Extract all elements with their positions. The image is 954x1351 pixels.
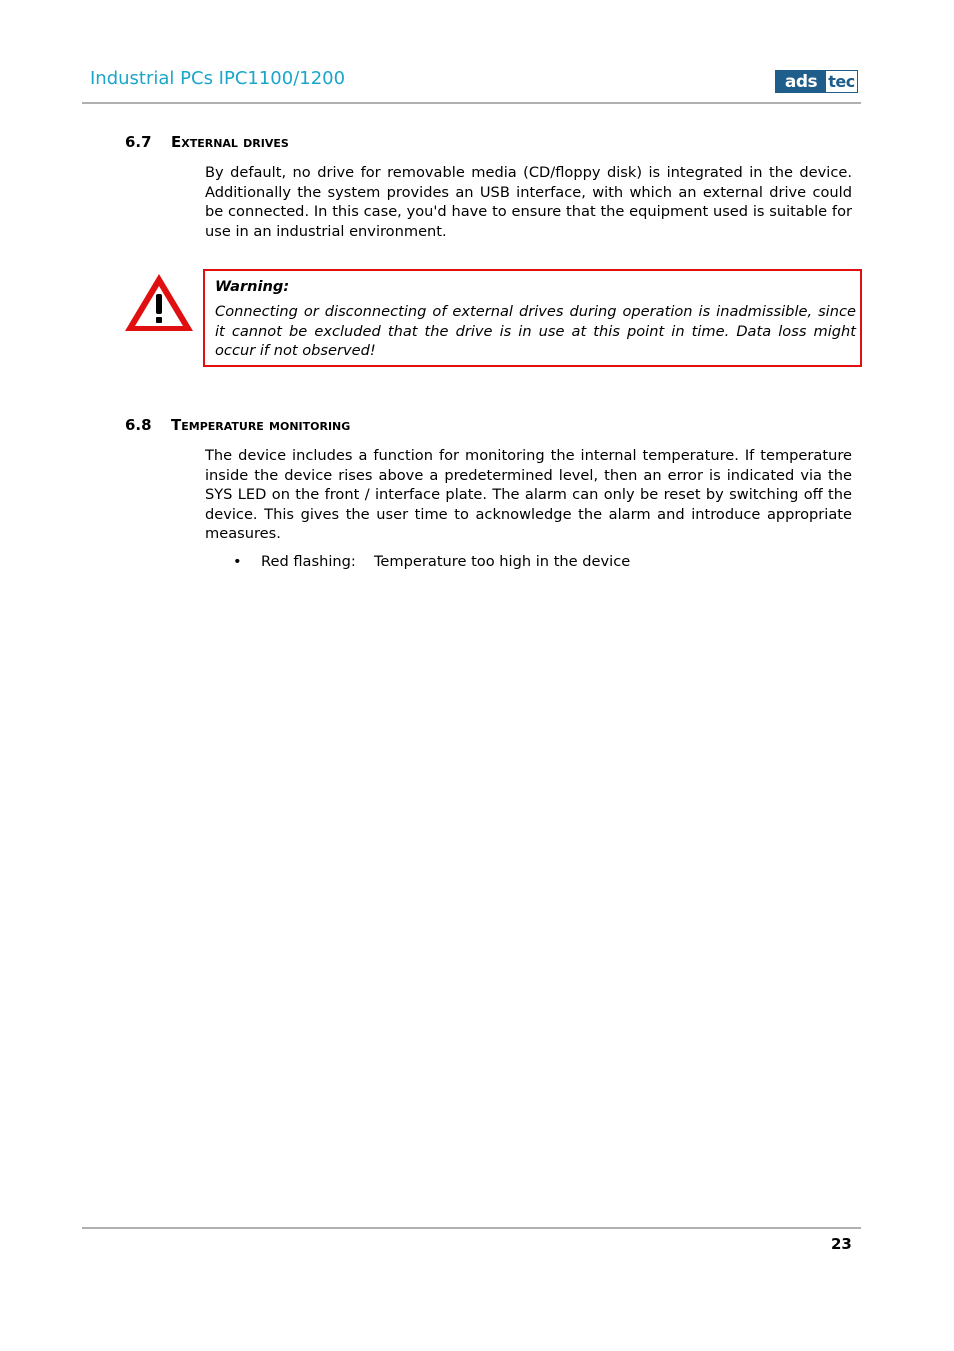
header-divider (82, 102, 861, 104)
bullet-icon: • (233, 553, 242, 570)
bullet-text: Temperature too high in the device (374, 553, 631, 570)
warning-heading: Warning: (215, 278, 290, 295)
section-heading: Temperature monitoring (171, 416, 351, 434)
adstec-logo (775, 70, 858, 93)
footer-divider (82, 1227, 861, 1229)
section-heading: External drives (171, 133, 289, 151)
document-title: Industrial PCs IPC1100/1200 (90, 68, 346, 89)
section-paragraph: By default, no drive for removable media (CD/floppy disk) is integrated in the device. Additionally the system provides an USB interface, with which an external drive could be connected. In this case, you'd have to ensure that the equipment used is suitable for use in an industrial environment. (205, 164, 852, 240)
bullet-label: Red flashing: (261, 553, 356, 570)
logo-ads-text: ads (776, 71, 826, 92)
page-number: 23 (831, 1235, 852, 1253)
warning-text: Connecting or disconnecting of external drives during operation is inadmissible, since it cannot be excluded that the drive is in use at this point in time. Data loss might occur if not observed! (215, 303, 856, 359)
section-number: 6.8 (125, 416, 152, 434)
section-paragraph: The device includes a function for monitoring the internal temperature. If temperature inside the device rises above a predetermined level, then an error is indicated via the SYS LED on the front / interface plate. The alarm can only be reset by switching off the device. This gives the user time to acknowledge the alarm and introduce appropriate measures. (205, 447, 852, 542)
warning-box (203, 269, 862, 367)
list-item (233, 553, 630, 570)
logo-tec-text: tec (826, 71, 857, 92)
section-number: 6.7 (125, 133, 152, 151)
warning-triangle-icon (122, 270, 196, 334)
